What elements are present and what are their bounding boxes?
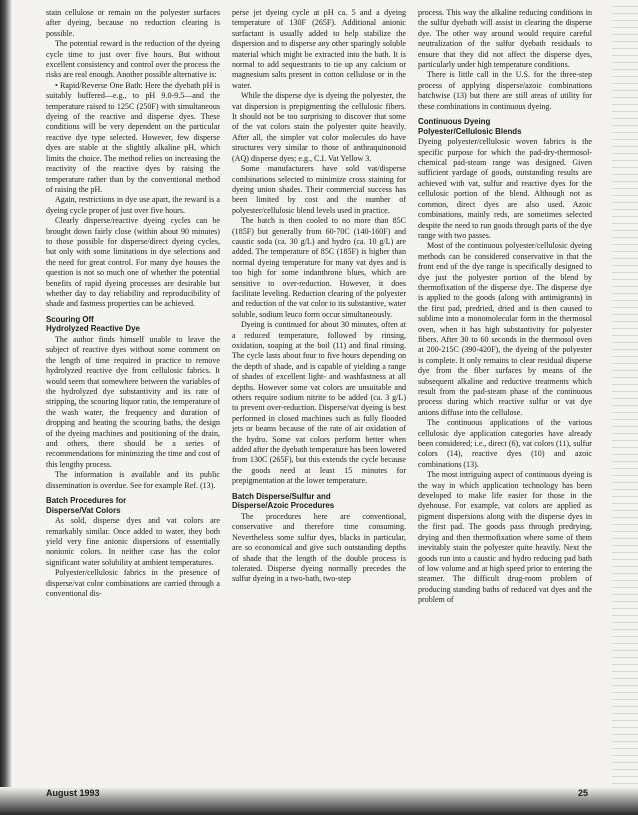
section-heading: Batch Procedures for Disperse/Vat Colors <box>46 496 127 515</box>
issue-date: August 1993 <box>46 788 100 798</box>
paragraph: The author finds himself unable to leave the subject of reactive dyes without some comment on the length of time required in practice to remove hydrolyzed reactive dye from cellulosic fabrics. It would seem that somewhere between the variables of the hydrolyzed dye substantivity and its rate of stripping, the scouring liquor ratio, the temperature of the wash water, the frequency and duration of dropping and heating the scouring baths, the design of the dyeing machines and positioning of the drain, and others, there should be a series of recommendations for minimizing the time and cost of this lengthy process. <box>46 334 220 469</box>
paragraph: perse jet dyeing cycle at pH ca. 5 and a dyeing temperature of 130F (265F). Additional anionic surfactant is usually added to help stabilize the dispersion and to disperse any other sparingly soluble material which might be extracted into the bath. It is normal to add sequestrants to tie up any calcium or magnesium salts present in cotton cellulose or in the water. <box>232 8 406 90</box>
paragraph: Polyester/cellulosic fabrics in the presence of disperse/vat color combinations are carried through a conventional dis- <box>46 568 220 599</box>
section-heading: Scouring Off Hydrolyzed Reactive Dye <box>46 314 140 334</box>
paragraph: Again, restrictions in dye use apart, the reward is a dyeing cycle proper of just over five hours. <box>46 195 220 215</box>
article-page <box>46 8 594 778</box>
paragraph: There is little call in the U.S. for the three-step process of applying disperse/azoic combinations batchwise (13) but there are still areas of utility for these combinations in continuous dyeing. <box>418 70 592 111</box>
paragraph: As sold, disperse dyes and vat colors are remarkably similar. Once added to water, they both yield very fine anionic dispersions of essentially nonionic colors. In neither case has the color significant water solubility at ambient temperatures. <box>46 516 220 567</box>
paragraph: Some manufacturers have sold vat/disperse combinations selected to minimize cross staining for dyeing union shades. Their commercial success has been limited by cost and the number of polyester/cellulosic blend levels used in practice. <box>232 164 406 215</box>
text-column-3 <box>418 8 592 778</box>
paragraph: stain cellulose or remain on the polyester surfaces after dyeing, because no reduction clearing is possible. <box>46 8 220 38</box>
paragraph: While the disperse dye is dyeing the polyester, the vat dispersion is prepigmenting the cellulosic fibers. It should not be too surprising to discover that some of the vat colors stain the polyester quite heavily. After all, the simpler vat color molecules do have structures very similar to those of anthraquinonoid (AQ) disperse dyes; e.g., C.I. Vat Yellow 3. <box>232 91 406 163</box>
text-column-2 <box>232 8 406 778</box>
paragraph: process. This way the alkaline reducing conditions in the sulfur dyebath will assist in clearing the disperse dye. The other way around would require careful neutralization of the sulfur dyebath residuals to ensure that they did not affect the disperse dyes, particularly under high temperature conditions. <box>418 8 592 70</box>
paragraph: Most of the continuous polyester/cellulosic dyeing methods can be considered conservative in that the front end of the dye range is specifically designed to dye just the polyester portion of the blend by thermofixation of the disperse dye. The disperse dye is applied to the goods (along with antimigrants) in the first pad, predried, dried and is then caused to sublime into a monomolecular form in the thermosol oven, when it has high substantivity for polyester fibers. After 30 to 60 seconds in the thermosol oven at 200-215C (390-420F), the dyeing of the polyester is complete. It only remains to clear residual disperse dye from the fiber surfaces by means of the subsequent alkaline and reductive treatments which result from the pad-steam phase of the continuous process during which reactive sulfur or vat dye anions diffuse into the cellulose. <box>418 241 592 417</box>
paragraph: • Rapid/Reverse One Bath: Here the dyebath pH is suitably buffered—e.g., to pH 9.0-9.5—and the temperature raised to 125C (250F) with simultaneous dyeing of the reactive and disperse dyes. These conditions will be very dependent on the particular reactive dye type selected. However, few disperse dyes are stable at the slightly alkaline pH, which limits the choice. The method relies on increasing the reactivity of the reactive dyes by raising the temperature rather than by the conventional method of raising the pH. <box>46 81 220 195</box>
paragraph: Dyeing is continued for about 30 minutes, often at a reduced temperature, followed by rinsing, oxidation, soaping at the boil (11) and final rinsing. The cycle lasts about four to five hours depending on the depth of shade, and is capable of yielding a range of shades of excellent light- and washfastness at all depths. However some vat colors are unsuitable and others require sodium nitrite to be added (ca. 3 g/L) to prevent over-reduction. Disperse/vat dyeing is best performed in closed machines such as fully flooded jets or beams because of the rate of air oxidation of the hydro. Some vat colors perform better when added after the dyebath temperature has been lowered from 130C (265F), but this extends the cycle because the goods need at least 15 minutes for prepigmentation at the lower temperature. <box>232 320 406 486</box>
text-column-1 <box>46 8 220 778</box>
section-heading: Batch Disperse/Sulfur and Disperse/Azoic Procedures <box>232 491 335 511</box>
scan-edge-left <box>0 0 12 815</box>
scan-edge-right <box>612 0 638 815</box>
section-heading: Continuous Dyeing Polyester/Cellulosic Blends <box>418 117 522 136</box>
paragraph: The potential reward is the reduction of the dyeing cycle time to just over five hours. But without excellent consistency and control over the process the risks are real enough. Another possible alternative is: <box>46 39 220 80</box>
paragraph: The continuous applications of the various cellulosic dye application categories have already been considered; i.e., direct (6), vat colors (11), sulfur colors (14), reactive dyes (10) and azoic combinations (13). <box>418 418 592 469</box>
paragraph: Dyeing polyester/cellulosic woven fabrics is the specific purpose for which the pad-dry-thermosol-chemical pad-steam range was designed. Given sufficient yardage of goods, outstanding results are achieved with vat, sulfur and reactive dyes for the cellulosic portion of the blend. Although not as common, direct dyes are also used. Azoic combinations, mainly reds, are sometimes selected despite the need to run goods through parts of the dye range with two passes. <box>418 137 592 240</box>
paragraph: The most intriguing aspect of continuous dyeing is the way in which application technology has been developed to make life easier for those in the dyehouse. For example, vat colors are applied as pigment dispersions along with the disperse dyes in the first pad. The goods pass through predrying, drying and then thermofixation where some of them inevitably stain the polyester quite heavily. Next the goods run into a caustic and hydro reducing pad bath of low volume and at high speed prior to entering the steamer. The difficult drug-room problem of producing standing baths of reduced vat dyes and the problem of <box>418 470 592 605</box>
page-number: 25 <box>578 788 589 798</box>
paragraph: The batch is then cooled to no more than 85C (185F) but generally from 60-70C (140-160F) and caustic soda (ca. 30 g/L) and hydro (ca. 10 g/L) are added. The temperature of 85C (185F) is higher than normal dyeing temperature for many vat dyes and is too high for some indanthrone blues, which are sensitive to over-reduction. However, it does facilitate leveling. Reduction clearing of the polyester and reduction of the vat color to its substantive, water soluble, sodium leuco form occur simultaneously. <box>232 216 406 319</box>
paragraph: Clearly disperse/reactive dyeing cycles can be brought down fairly close (within about 90 minutes) to those possible for disperse/direct dyeing cycles, but only with some limitations in dye selections and the need for great control. For many dye houses the question is not so much one of whether the potential benefits of rapid dyeing processes are desirable but whether day to day reliability and reproducibility of shade and fastness properties can be achieved. <box>46 216 220 309</box>
paragraph: The procedures here are conventional, conservative and therefore time consuming. Nevertheless some sulfur dyes, blacks in particular, are so economical and give such outstanding depths of shade that the length of the double process is tolerated. Disperse dyeing normally precedes the sulfur dyeing in a two-bath, two-step <box>232 511 406 584</box>
paragraph: The information is available and its public dissemination is overdue. See for example Ref. (13). <box>46 470 220 490</box>
